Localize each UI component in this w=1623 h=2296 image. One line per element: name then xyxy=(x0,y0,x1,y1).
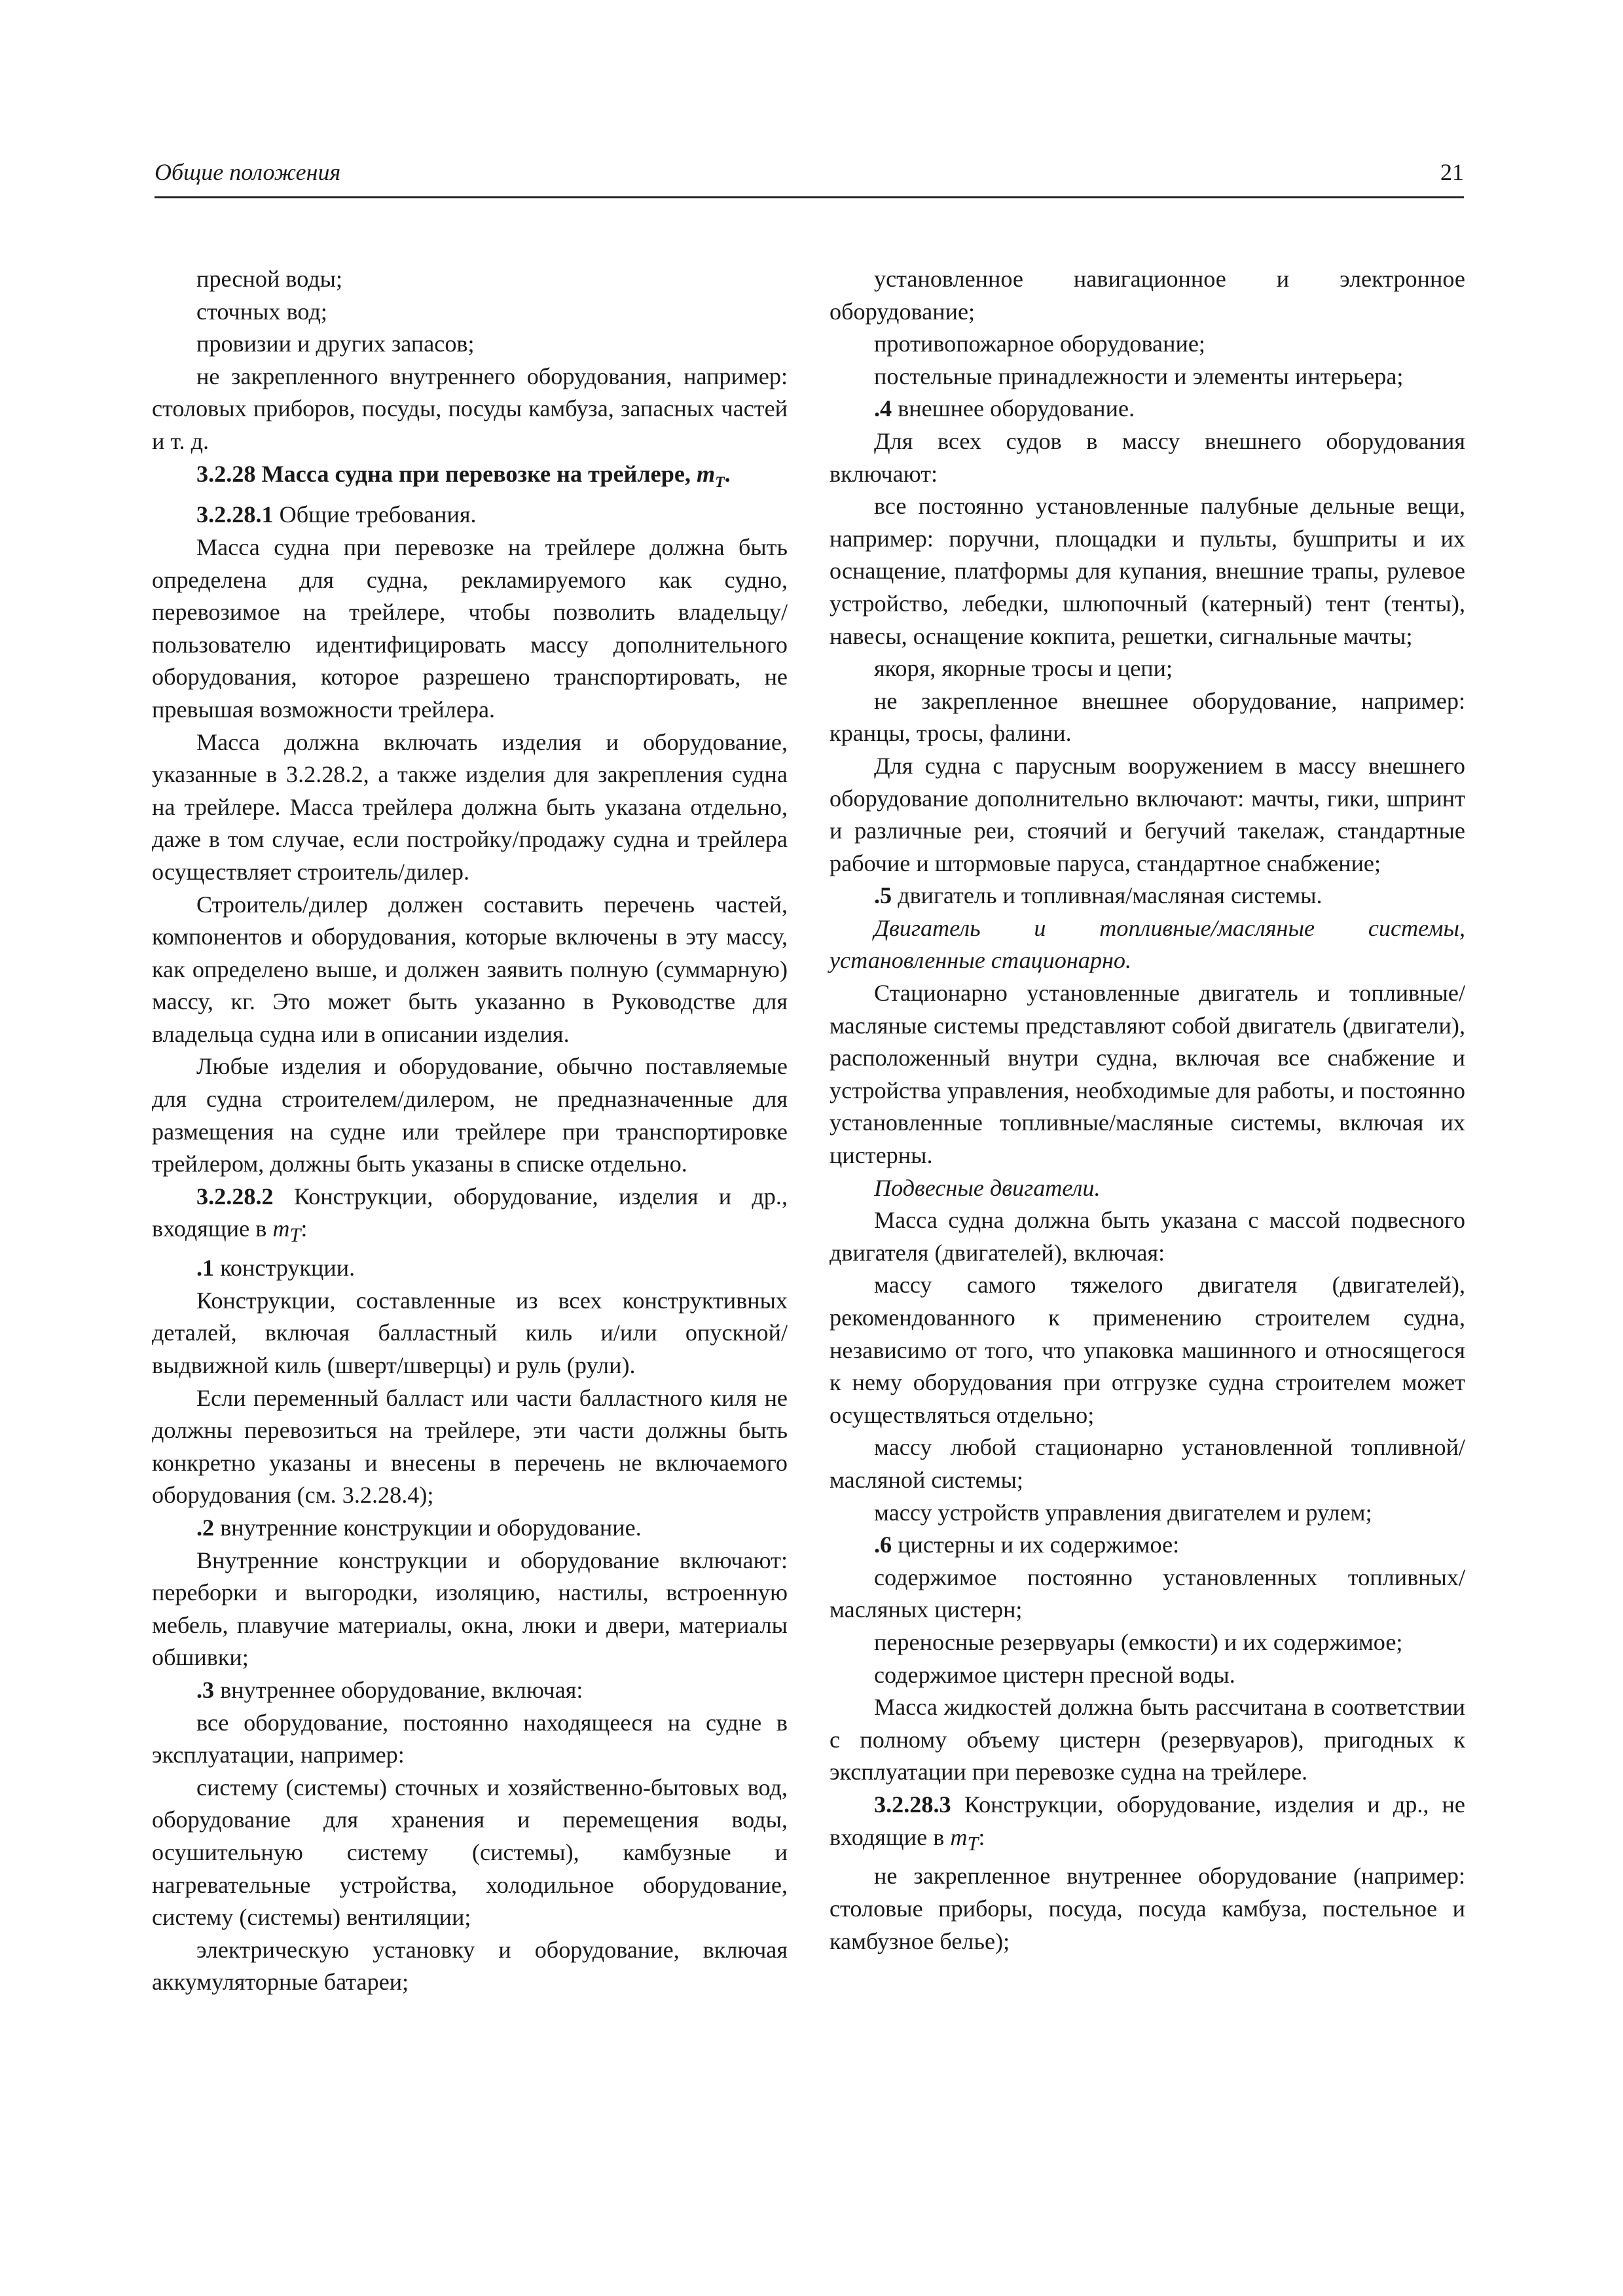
paragraph: Масса судна при перевозке на трейлере должна быть определена для судна, рекламируемого как судно, перевозимое на трейлере, чтобы позволить владельцу/пользователю идентифицировать массу дополнительного оборудования, которое разрешено транспортировать, не превышая возможности трейлера. xyxy=(152,533,788,723)
mass-symbol-subscript: T xyxy=(289,1224,301,1247)
paragraph: переносные резервуары (емкости) и их содержимое; xyxy=(874,1628,1403,1655)
item-number: .6 xyxy=(874,1532,892,1558)
heading-dot: . xyxy=(724,460,731,487)
paragraph: Для всех судов в массу внешнего оборудования включают: xyxy=(830,427,1465,487)
paragraph: Любые изделия и оборудование, обычно поставляемые для судна строителем/дилером, не предназначенные для размещения на судне или трейлере при транспортировке трейлером, должны быть указаны в списке отдельно. xyxy=(152,1053,788,1177)
subsection-title: Общие требования. xyxy=(273,501,477,528)
item-title: двигатель и топливная/масляная системы. xyxy=(892,882,1322,909)
subsection-number: 3.2.28.3 xyxy=(874,1791,951,1818)
item-6 xyxy=(830,1529,1465,1562)
item-title: внутренние конструкции и оборудование. xyxy=(214,1515,642,1541)
item-title: конструкции. xyxy=(214,1255,356,1282)
subsection-3-2-28-1 xyxy=(152,499,788,531)
paragraph: все оборудование, постоянно находящееся на судне в эксплуатации, например: xyxy=(152,1709,788,1768)
subsection-3-2-28-2 xyxy=(152,1181,788,1252)
paragraph: якоря, якорные тросы и цепи; xyxy=(874,655,1173,682)
header-title: Общие положения xyxy=(155,159,341,185)
item-number: .3 xyxy=(196,1677,215,1703)
paragraph: Масса судна должна быть указана с массой подвесного двигателя (двигателей), включая: xyxy=(830,1207,1465,1266)
item-5 xyxy=(830,880,1465,912)
italic-subheading-text: Подвесные двигатели. xyxy=(874,1174,1101,1201)
paragraph: массу самого тяжелого двигателя (двигателей), рекомендованного к применению строителем судна, независимо от того, что упаковка машинного и относящегося к нему оборудования при отгрузке судна строителем может осуществляться отдельно; xyxy=(830,1272,1465,1428)
italic-subheading xyxy=(830,912,1465,977)
list-item: провизии и других запасов; xyxy=(196,331,475,357)
list-item: установленное навигационное и электронное оборудование; xyxy=(830,266,1465,325)
colon: : xyxy=(978,1823,985,1850)
item-title: внешнее оборудование. xyxy=(892,395,1135,422)
item-title: внутреннее оборудование, включая: xyxy=(214,1677,583,1703)
mass-symbol-subscript: T xyxy=(967,1832,979,1855)
paragraph: массу устройств управления двигателем и рулем; xyxy=(874,1499,1372,1526)
mass-symbol-subscript: T xyxy=(715,473,725,491)
mass-symbol-letter: m xyxy=(697,460,716,487)
paragraph: содержимое постоянно установленных топливных/масляных цистерн; xyxy=(830,1564,1465,1623)
list-item: пресной воды; xyxy=(196,266,343,292)
paragraph: Внутренние конструкции и оборудование включают: переборки и выгородки, изоляцию, настилы, встроенную мебель, плавучие материалы, окна, люки и двери, материалы обшивки; xyxy=(152,1547,788,1671)
paragraph: не закрепленное внутреннее оборудование (например: столовые приборы, посуда, посуда камбуза, постельное и камбузное белье); xyxy=(830,1863,1465,1954)
paragraph: Конструкции, составленные из всех конструктивных деталей, включая балластный киль и/или опускной/выдвижной киль (шверт/шверцы) и руль (рули). xyxy=(152,1287,788,1379)
subsection-3-2-28-3 xyxy=(830,1789,1465,1860)
mass-symbol xyxy=(950,1823,979,1855)
list-item: постельные принадлежности и элементы интерьера; xyxy=(874,363,1404,389)
item-number: .1 xyxy=(196,1255,215,1282)
paragraph: Для судна с парусным вооружением в массу внешнего оборудование дополнительно включают: мачты, гики, шпринт и различные реи, стоячий и бегучий такелаж, стандартные рабочие и штормовые паруса, стандартное снабжение; xyxy=(830,752,1465,876)
mass-symbol xyxy=(272,1215,301,1247)
subsection-title: Конструкции, оборудование, изделия и др., входящие в xyxy=(152,1183,788,1242)
mass-symbol xyxy=(697,460,725,491)
item-2 xyxy=(152,1512,788,1545)
paragraph: массу любой стационарно установленной топливной/масляной системы; xyxy=(830,1434,1465,1493)
mass-symbol-letter: m xyxy=(950,1823,968,1850)
mass-symbol-letter: m xyxy=(272,1215,290,1242)
paragraph: все постоянно установленные палубные дельные вещи, например: поручни, площадки и пульты, бушприты и их оснащение, платформы для купания, внешние трапы, рулевое устройство, лебедки, шлюпочный (катерный) тент (тенты), навесы, оснащение кокпита, решетки, сигнальные мачты; xyxy=(830,493,1465,649)
page-number: 21 xyxy=(1440,159,1464,185)
item-4 xyxy=(830,393,1465,425)
item-number: .4 xyxy=(874,395,892,422)
item-3 xyxy=(152,1674,788,1707)
paragraph: Строитель/дилер должен составить перечень частей, компонентов и оборудования, которые включены в эту массу, как определено выше, и должен заявить полную (суммарную) массу, кг. Это может быть указанно в Руководстве для владельца судна или в описании изделия. xyxy=(152,891,788,1047)
paragraph: систему (системы) сточных и хозяйственно-бытовых вод, оборудование для хранения и перемещения воды, осушительную систему (системы), камбузные и нагревательные устройства, холодильное оборудование, систему (системы) вентиляции; xyxy=(152,1774,788,1931)
section-heading-3-2-28 xyxy=(152,458,788,499)
paragraph: Масса должна включать изделия и оборудование, указанные в 3.2.28.2, а также изделия для закрепления судна на трейлере. Масса трейлера должна быть указана отдельно, даже в том случае, если постройку/продажу судна и трейлера осуществляет строитель/дилер. xyxy=(152,728,788,885)
subsection-number: 3.2.28.1 xyxy=(196,501,274,528)
running-header xyxy=(155,157,1464,198)
left-column xyxy=(152,263,788,1999)
paragraph: Масса жидкостей должна быть рассчитана в соответствии с полному объему цистерн (резервуаров), пригодных к эксплуатации при перевозке судна на трейлере. xyxy=(830,1694,1465,1785)
item-title: цистерны и их содержимое: xyxy=(892,1532,1180,1558)
item-number: .2 xyxy=(196,1515,215,1541)
subsection-title: Конструкции, оборудование, изделия и др., не входящие в xyxy=(830,1791,1465,1850)
right-column xyxy=(830,263,1465,1958)
paragraph: не закрепленное внешнее оборудование, например: кранцы, тросы, фалини. xyxy=(830,687,1465,747)
list-item: не закрепленного внутреннего оборудования, например: столовых приборов, посуды, посуды камбуза, запасных частей и т. д. xyxy=(152,363,788,454)
colon: : xyxy=(301,1215,308,1242)
item-1 xyxy=(152,1252,788,1285)
list-item: противопожарное оборудование; xyxy=(874,331,1205,357)
item-number: .5 xyxy=(874,882,892,909)
paragraph: Если переменный балласт или части балластного киля не должны перевозиться на трейлере, эти части должны быть конкретно указаны и внесены в перечень не включаемого оборудования (см. 3.2.28.4); xyxy=(152,1384,788,1509)
paragraph: Стационарно установленные двигатель и топливные/масляные системы представляют собой двигатель (двигатели), расположенный внутри судна, включая все снабжение и устройства управления, необходимые для работы, и постоянно установленные топливные/масляные системы, включая их цистерны. xyxy=(830,980,1465,1169)
subsection-number: 3.2.28.2 xyxy=(196,1183,274,1210)
italic-subheading xyxy=(830,1172,1465,1205)
section-heading-text: 3.2.28 Масса судна при перевозке на трейлере, xyxy=(196,460,697,487)
paragraph: содержимое цистерн пресной воды. xyxy=(874,1661,1235,1688)
italic-subheading-text: Двигатель и топливные/масляные системы, установленные стационарно. xyxy=(830,914,1465,974)
paragraph: электрическую установку и оборудование, включая аккумуляторные батареи; xyxy=(152,1936,788,1996)
list-item: сточных вод; xyxy=(196,298,327,325)
